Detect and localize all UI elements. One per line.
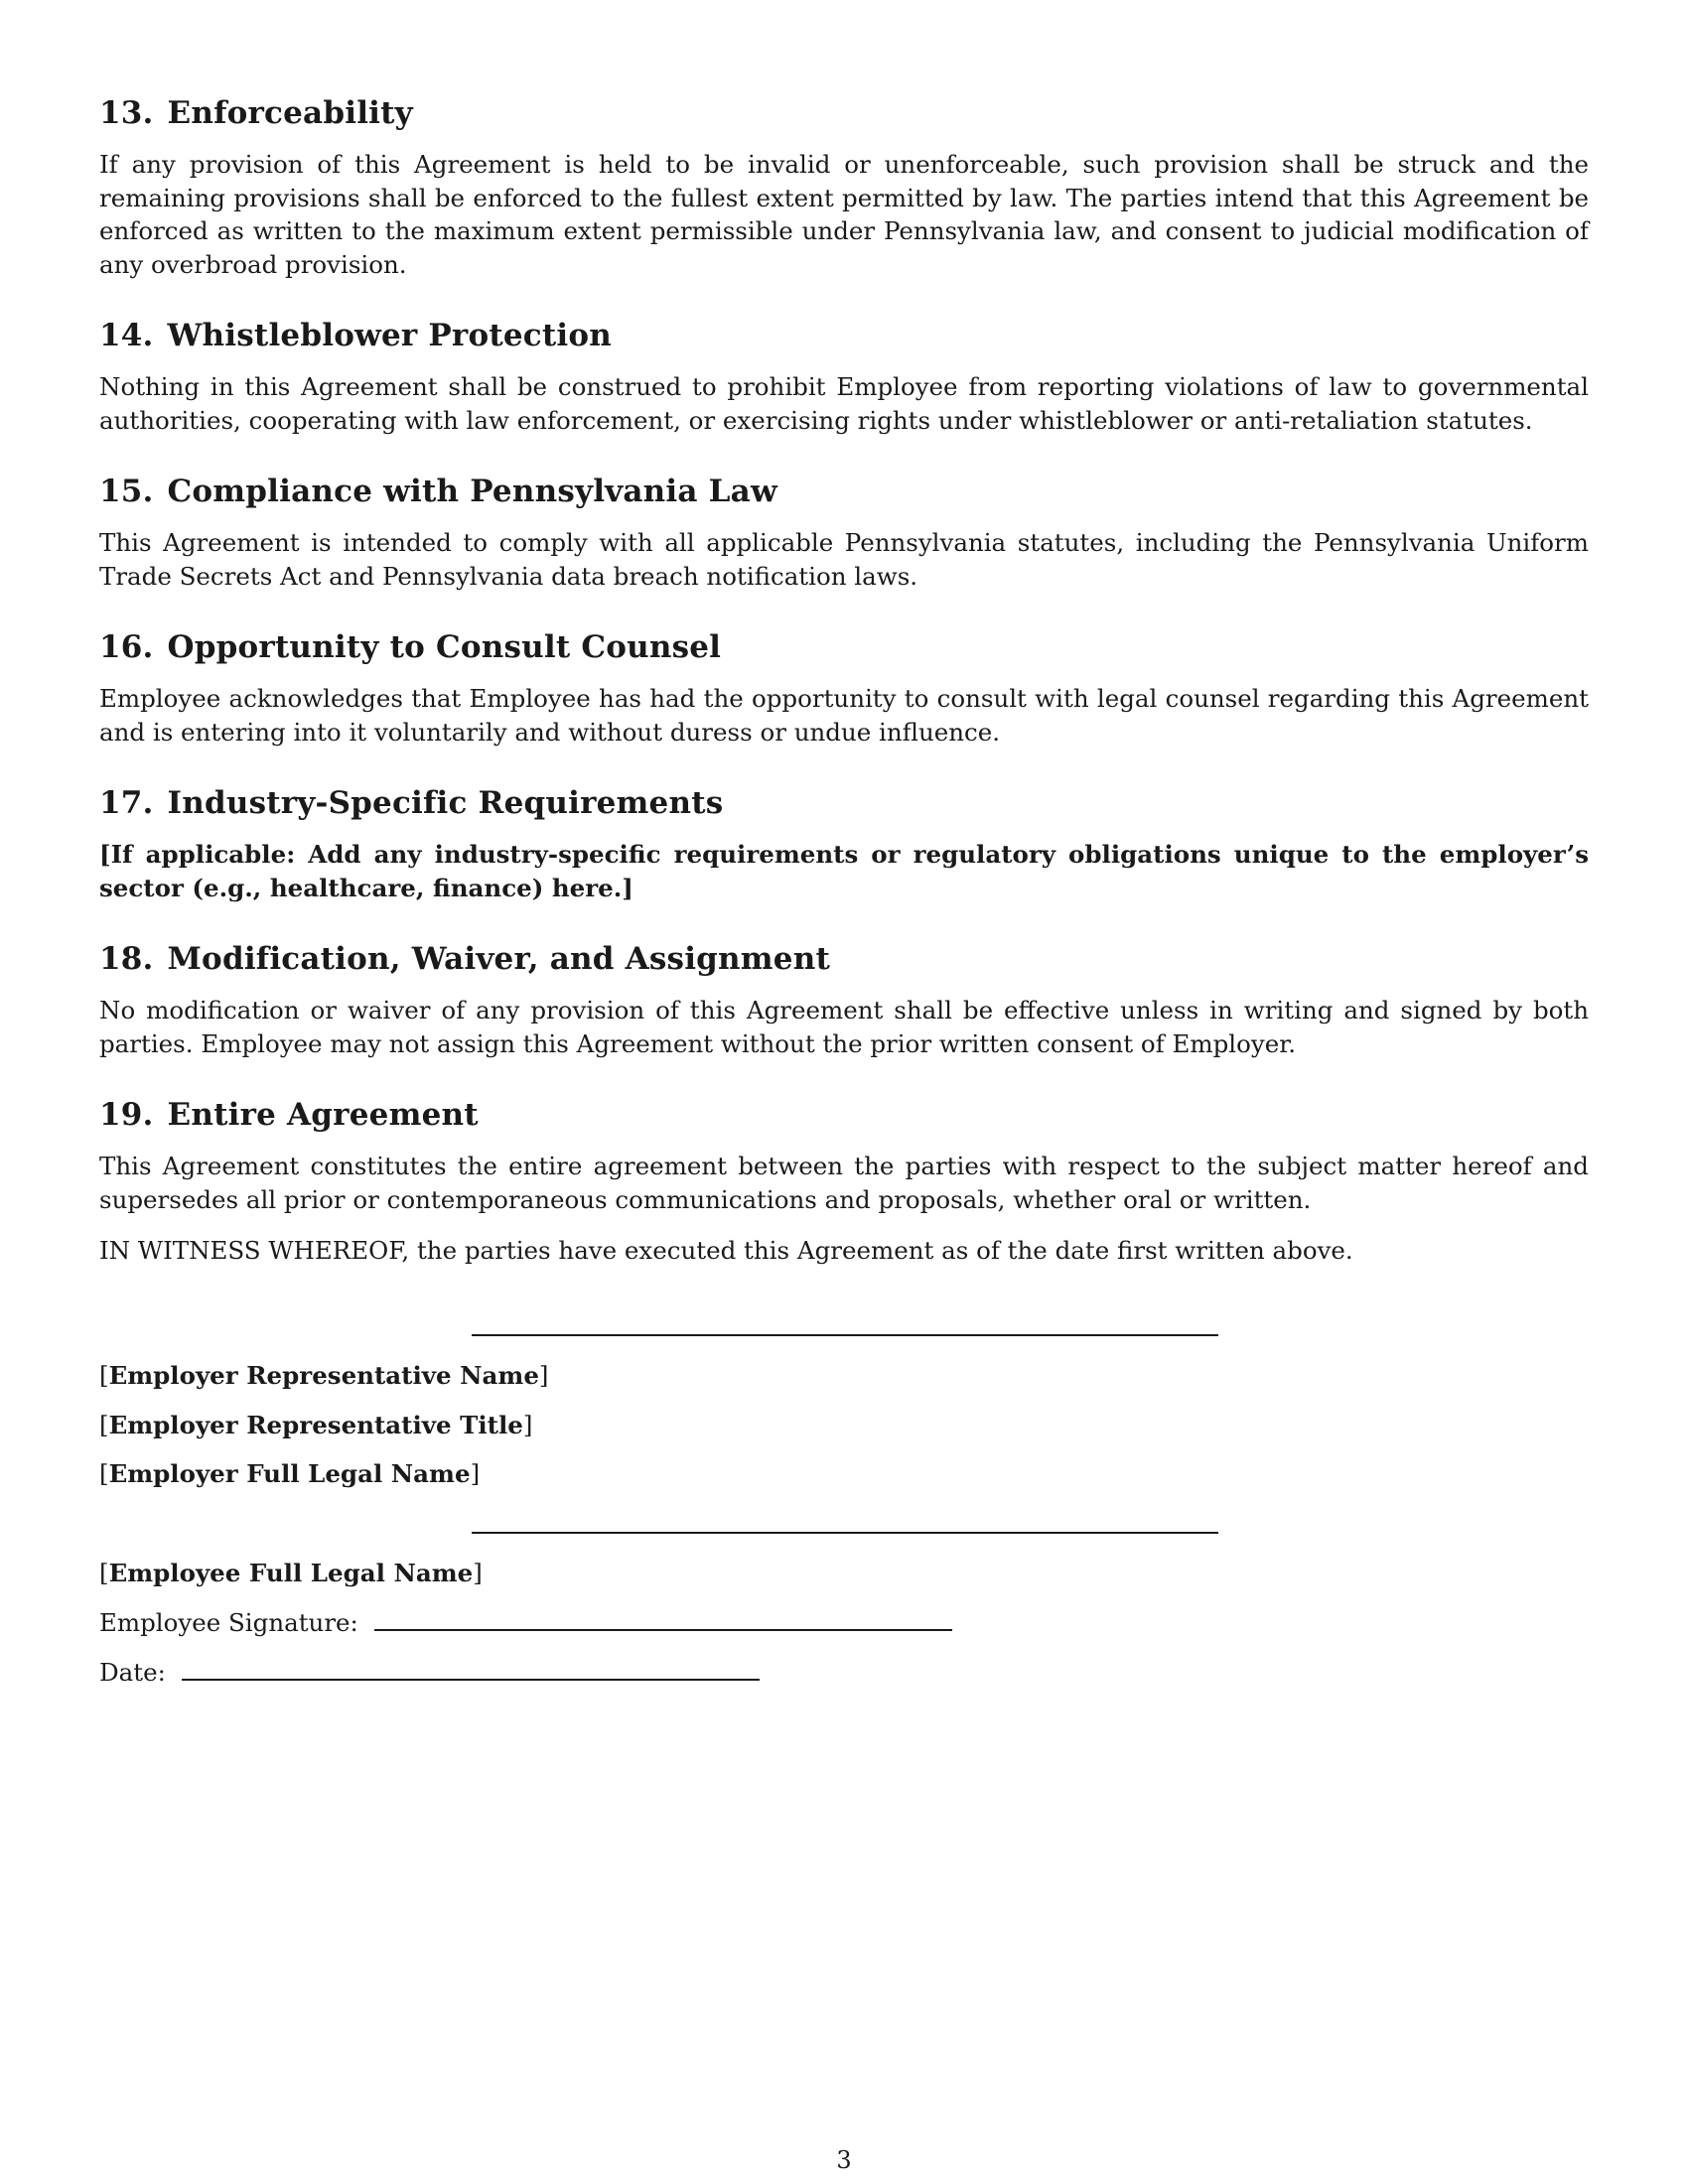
section-text: No modification or waiver of any provision of this Agreement shall be effective unless in writing and signed by both parties. Employee may not assign this Agreement without the prior written consent of Employer. — [99, 996, 1589, 1058]
section-19 — [99, 1096, 1589, 1216]
section-text: Nothing in this Agreement shall be construed to prohibit Employee from reporting violations of law to governmental authorities, cooperating with law enforcement, or exercising rights under whistleblower or anti-retaliation statutes. — [99, 372, 1589, 435]
section-14 — [99, 317, 1589, 437]
section-15 — [99, 473, 1589, 593]
date-row — [99, 1656, 760, 1689]
employee-signature-row — [99, 1606, 952, 1639]
page-number: 3 — [836, 2146, 852, 2174]
document-body — [99, 94, 1589, 1268]
section-heading: 19. Entire Agreement — [99, 1097, 479, 1133]
employee-signature-field[interactable] — [374, 1619, 952, 1631]
section-text: Employee acknowledges that Employee has had the opportunity to consult with legal counsel regarding this Agreement and is entering into it voluntarily and without duress or undue influence. — [99, 684, 1589, 747]
date-field[interactable] — [182, 1669, 760, 1681]
section-heading: 13. Enforceability — [99, 95, 413, 131]
section-heading: 18. Modification, Waiver, and Assignment — [99, 941, 830, 977]
witness-clause: IN WITNESS WHEREOF, the parties have executed this Agreement as of the date first written above. — [99, 1236, 1353, 1265]
section-13 — [99, 94, 1589, 281]
employer-signature-line[interactable] — [472, 1334, 1218, 1336]
section-text: This Agreement constitutes the entire agreement between the parties with respect to the subject matter hereof and supersedes all prior or contemporaneous communications and proposals, whether oral or written. — [99, 1152, 1589, 1214]
section-18 — [99, 940, 1589, 1060]
section-heading: 17. Industry-Specific Requirements — [99, 785, 724, 821]
section-text: If any provision of this Agreement is held to be invalid or unenforceable, such provision shall be struck and the remaining provisions shall be enforced to the fullest extent permitted by law. The parties intend that this Agreement be enforced as written to the maximum extent permissible under Pennsylvania law, and consent to judicial modification of any overbroad provision. — [99, 150, 1589, 279]
section-text: [If applicable: Add any industry-specific requirements or regulatory obligations unique to the employer’s sector (e.g., healthcare, finance) here.] — [99, 840, 1589, 902]
date-label: Date: — [99, 1658, 166, 1687]
employee-signature-line[interactable] — [472, 1532, 1218, 1534]
employer-rep-name: [Employer Representative Name] — [99, 1361, 549, 1390]
section-heading: 15. Compliance with Pennsylvania Law — [99, 474, 777, 509]
section-17 — [99, 784, 1589, 904]
section-text: This Agreement is intended to comply with all applicable Pennsylvania statutes, including the Pennsylvania Uniform Trade Secrets Act and Pennsylvania data breach notification laws. — [99, 528, 1589, 591]
employee-signature-label: Employee Signature: — [99, 1608, 358, 1637]
section-heading: 16. Opportunity to Consult Counsel — [99, 629, 722, 665]
section-16 — [99, 628, 1589, 749]
employee-legal-name: [Employee Full Legal Name] — [99, 1559, 483, 1587]
section-heading: 14. Whistleblower Protection — [99, 318, 612, 353]
employer-legal-name: [Employer Full Legal Name] — [99, 1459, 481, 1488]
employer-rep-title: [Employer Representative Title] — [99, 1411, 533, 1439]
